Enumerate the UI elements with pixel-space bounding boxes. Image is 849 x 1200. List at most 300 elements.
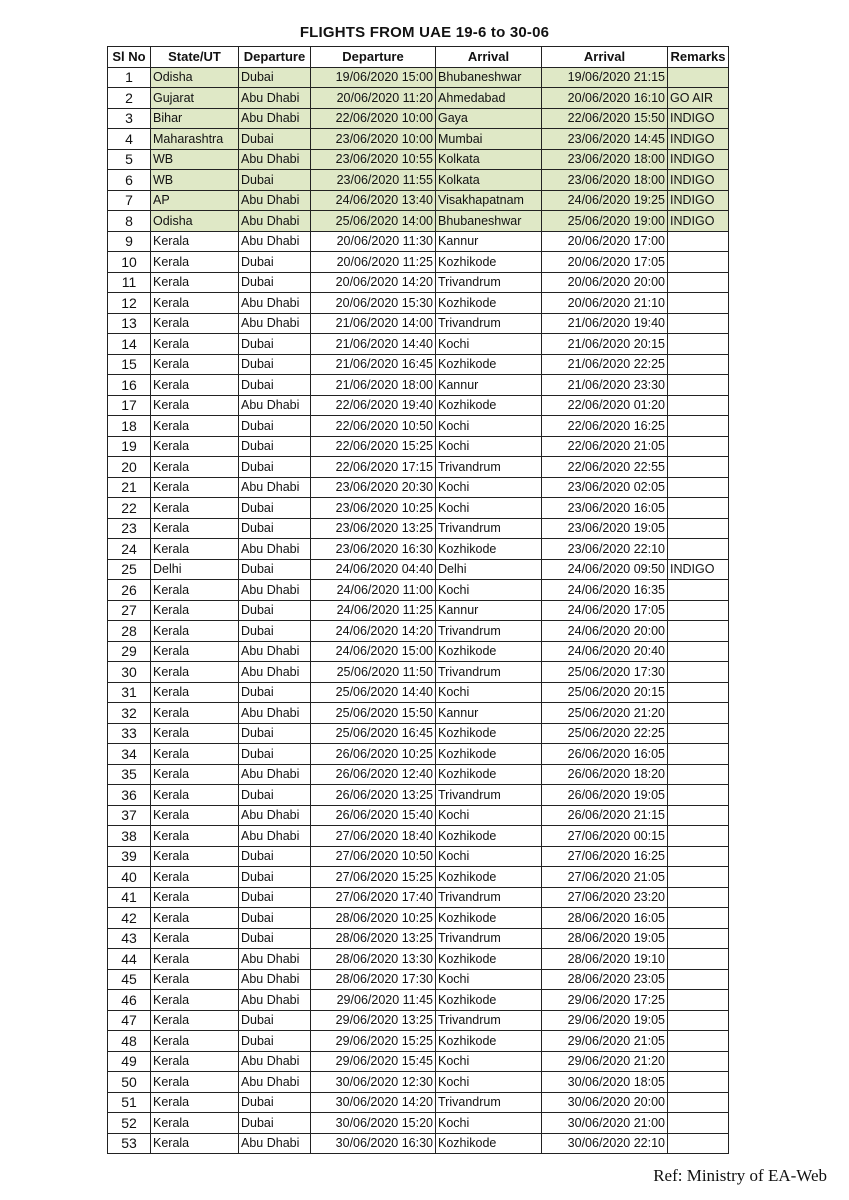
row-remarks bbox=[668, 867, 729, 888]
row-remarks bbox=[668, 1113, 729, 1134]
table-row bbox=[108, 867, 729, 888]
row-arrival-time: 21/06/2020 22:25 bbox=[542, 354, 668, 375]
row-sl-no: 11 bbox=[108, 272, 151, 293]
row-arrival-time: 23/06/2020 16:05 bbox=[542, 498, 668, 519]
row-state: Kerala bbox=[151, 949, 239, 970]
row-departure-city: Dubai bbox=[239, 908, 311, 929]
row-arrival-time: 25/06/2020 20:15 bbox=[542, 682, 668, 703]
table-row bbox=[108, 313, 729, 334]
table-row bbox=[108, 539, 729, 560]
table-row bbox=[108, 764, 729, 785]
row-departure-time: 23/06/2020 20:30 bbox=[311, 477, 436, 498]
row-arrival-city: Kozhikode bbox=[436, 293, 542, 314]
row-departure-time: 25/06/2020 15:50 bbox=[311, 703, 436, 724]
row-sl-no: 4 bbox=[108, 129, 151, 150]
row-arrival-time: 27/06/2020 23:20 bbox=[542, 887, 668, 908]
row-sl-no: 5 bbox=[108, 149, 151, 170]
row-sl-no: 6 bbox=[108, 170, 151, 191]
table-row bbox=[108, 108, 729, 129]
row-state: Kerala bbox=[151, 293, 239, 314]
table-row bbox=[108, 703, 729, 724]
row-departure-city: Abu Dhabi bbox=[239, 641, 311, 662]
row-remarks bbox=[668, 1133, 729, 1154]
row-sl-no: 13 bbox=[108, 313, 151, 334]
row-departure-city: Dubai bbox=[239, 723, 311, 744]
row-departure-city: Abu Dhabi bbox=[239, 1133, 311, 1154]
row-arrival-time: 28/06/2020 16:05 bbox=[542, 908, 668, 929]
row-arrival-city: Kochi bbox=[436, 805, 542, 826]
row-remarks bbox=[668, 785, 729, 806]
table-row bbox=[108, 334, 729, 355]
row-arrival-time: 30/06/2020 21:00 bbox=[542, 1113, 668, 1134]
row-arrival-city: Kochi bbox=[436, 580, 542, 601]
row-departure-time: 21/06/2020 18:00 bbox=[311, 375, 436, 396]
row-departure-time: 28/06/2020 10:25 bbox=[311, 908, 436, 929]
row-departure-time: 24/06/2020 11:25 bbox=[311, 600, 436, 621]
row-arrival-time: 22/06/2020 16:25 bbox=[542, 416, 668, 437]
row-departure-city: Dubai bbox=[239, 887, 311, 908]
table-row bbox=[108, 1113, 729, 1134]
row-state: Kerala bbox=[151, 662, 239, 683]
row-state: Kerala bbox=[151, 826, 239, 847]
table-row bbox=[108, 395, 729, 416]
row-sl-no: 26 bbox=[108, 580, 151, 601]
row-departure-time: 23/06/2020 11:55 bbox=[311, 170, 436, 191]
row-sl-no: 8 bbox=[108, 211, 151, 232]
row-remarks bbox=[668, 1072, 729, 1093]
row-sl-no: 51 bbox=[108, 1092, 151, 1113]
row-sl-no: 28 bbox=[108, 621, 151, 642]
table-row bbox=[108, 477, 729, 498]
row-departure-city: Dubai bbox=[239, 67, 311, 88]
row-arrival-time: 23/06/2020 14:45 bbox=[542, 129, 668, 150]
row-arrival-city: Trivandrum bbox=[436, 887, 542, 908]
row-arrival-city: Kochi bbox=[436, 1072, 542, 1093]
row-departure-city: Abu Dhabi bbox=[239, 539, 311, 560]
row-arrival-time: 20/06/2020 21:10 bbox=[542, 293, 668, 314]
row-arrival-city: Kozhikode bbox=[436, 826, 542, 847]
table-row bbox=[108, 1092, 729, 1113]
row-arrival-time: 21/06/2020 23:30 bbox=[542, 375, 668, 396]
row-departure-time: 19/06/2020 15:00 bbox=[311, 67, 436, 88]
row-arrival-city: Kochi bbox=[436, 334, 542, 355]
row-arrival-time: 26/06/2020 18:20 bbox=[542, 764, 668, 785]
row-departure-city: Dubai bbox=[239, 928, 311, 949]
row-remarks bbox=[668, 908, 729, 929]
row-state: Kerala bbox=[151, 354, 239, 375]
row-state: Kerala bbox=[151, 990, 239, 1011]
row-departure-time: 24/06/2020 15:00 bbox=[311, 641, 436, 662]
row-sl-no: 53 bbox=[108, 1133, 151, 1154]
row-departure-time: 21/06/2020 14:00 bbox=[311, 313, 436, 334]
row-state: Kerala bbox=[151, 539, 239, 560]
row-sl-no: 18 bbox=[108, 416, 151, 437]
row-sl-no: 46 bbox=[108, 990, 151, 1011]
table-body bbox=[108, 67, 729, 1154]
row-sl-no: 14 bbox=[108, 334, 151, 355]
row-remarks bbox=[668, 252, 729, 273]
row-departure-city: Dubai bbox=[239, 375, 311, 396]
row-arrival-city: Kozhikode bbox=[436, 395, 542, 416]
row-arrival-city: Kozhikode bbox=[436, 949, 542, 970]
table-row bbox=[108, 149, 729, 170]
table-row bbox=[108, 785, 729, 806]
row-state: Kerala bbox=[151, 703, 239, 724]
row-departure-time: 25/06/2020 11:50 bbox=[311, 662, 436, 683]
row-state: Kerala bbox=[151, 641, 239, 662]
row-arrival-time: 22/06/2020 21:05 bbox=[542, 436, 668, 457]
row-sl-no: 20 bbox=[108, 457, 151, 478]
row-departure-time: 27/06/2020 15:25 bbox=[311, 867, 436, 888]
row-departure-time: 27/06/2020 17:40 bbox=[311, 887, 436, 908]
row-departure-time: 23/06/2020 13:25 bbox=[311, 518, 436, 539]
row-departure-city: Abu Dhabi bbox=[239, 764, 311, 785]
row-departure-time: 22/06/2020 15:25 bbox=[311, 436, 436, 457]
row-departure-city: Dubai bbox=[239, 1010, 311, 1031]
row-arrival-time: 26/06/2020 21:15 bbox=[542, 805, 668, 826]
row-sl-no: 16 bbox=[108, 375, 151, 396]
row-departure-time: 30/06/2020 16:30 bbox=[311, 1133, 436, 1154]
row-sl-no: 32 bbox=[108, 703, 151, 724]
row-departure-city: Abu Dhabi bbox=[239, 231, 311, 252]
row-departure-city: Dubai bbox=[239, 682, 311, 703]
row-sl-no: 21 bbox=[108, 477, 151, 498]
row-departure-city: Abu Dhabi bbox=[239, 395, 311, 416]
row-departure-city: Dubai bbox=[239, 354, 311, 375]
table-row bbox=[108, 662, 729, 683]
row-state: Kerala bbox=[151, 1092, 239, 1113]
page-title: FLIGHTS FROM UAE 19-6 to 30-06 bbox=[299, 24, 550, 41]
row-arrival-city: Trivandrum bbox=[436, 662, 542, 683]
table-row bbox=[108, 846, 729, 867]
row-remarks bbox=[668, 477, 729, 498]
row-arrival-time: 30/06/2020 20:00 bbox=[542, 1092, 668, 1113]
row-state: Kerala bbox=[151, 580, 239, 601]
row-arrival-city: Kozhikode bbox=[436, 252, 542, 273]
row-state: Kerala bbox=[151, 457, 239, 478]
row-departure-time: 26/06/2020 13:25 bbox=[311, 785, 436, 806]
row-departure-city: Dubai bbox=[239, 272, 311, 293]
row-remarks bbox=[668, 272, 729, 293]
row-remarks bbox=[668, 744, 729, 765]
row-remarks bbox=[668, 600, 729, 621]
flights-table bbox=[107, 46, 729, 1154]
row-remarks bbox=[668, 498, 729, 519]
row-departure-city: Dubai bbox=[239, 559, 311, 580]
row-remarks bbox=[668, 641, 729, 662]
table-row bbox=[108, 641, 729, 662]
row-remarks: INDIGO bbox=[668, 108, 729, 129]
row-arrival-time: 23/06/2020 02:05 bbox=[542, 477, 668, 498]
table-row bbox=[108, 1133, 729, 1154]
row-arrival-city: Kannur bbox=[436, 375, 542, 396]
row-departure-time: 25/06/2020 16:45 bbox=[311, 723, 436, 744]
row-sl-no: 30 bbox=[108, 662, 151, 683]
row-sl-no: 48 bbox=[108, 1031, 151, 1052]
row-arrival-time: 21/06/2020 19:40 bbox=[542, 313, 668, 334]
row-state: Kerala bbox=[151, 1051, 239, 1072]
row-sl-no: 1 bbox=[108, 67, 151, 88]
row-departure-city: Dubai bbox=[239, 867, 311, 888]
row-departure-time: 30/06/2020 12:30 bbox=[311, 1072, 436, 1093]
row-departure-city: Dubai bbox=[239, 846, 311, 867]
row-arrival-city: Kozhikode bbox=[436, 354, 542, 375]
row-sl-no: 10 bbox=[108, 252, 151, 273]
column-header-departure-time: Departure bbox=[311, 47, 436, 68]
row-arrival-city: Trivandrum bbox=[436, 785, 542, 806]
table-row bbox=[108, 436, 729, 457]
row-state: Kerala bbox=[151, 846, 239, 867]
table-row bbox=[108, 231, 729, 252]
table-row bbox=[108, 559, 729, 580]
row-departure-time: 29/06/2020 15:45 bbox=[311, 1051, 436, 1072]
row-arrival-city: Mumbai bbox=[436, 129, 542, 150]
row-departure-time: 23/06/2020 16:30 bbox=[311, 539, 436, 560]
row-arrival-city: Kochi bbox=[436, 1113, 542, 1134]
table-row bbox=[108, 1072, 729, 1093]
row-remarks bbox=[668, 313, 729, 334]
row-remarks: INDIGO bbox=[668, 211, 729, 232]
row-arrival-time: 26/06/2020 16:05 bbox=[542, 744, 668, 765]
row-state: Kerala bbox=[151, 723, 239, 744]
reference-note: Ref: Ministry of EA-Web bbox=[653, 1166, 827, 1185]
row-remarks bbox=[668, 518, 729, 539]
row-departure-time: 24/06/2020 13:40 bbox=[311, 190, 436, 211]
table-row bbox=[108, 580, 729, 601]
row-remarks bbox=[668, 395, 729, 416]
row-state: Kerala bbox=[151, 1113, 239, 1134]
row-state: Kerala bbox=[151, 252, 239, 273]
row-remarks: INDIGO bbox=[668, 190, 729, 211]
row-remarks bbox=[668, 580, 729, 601]
row-arrival-time: 27/06/2020 16:25 bbox=[542, 846, 668, 867]
row-departure-city: Dubai bbox=[239, 334, 311, 355]
table-row bbox=[108, 990, 729, 1011]
row-arrival-city: Trivandrum bbox=[436, 518, 542, 539]
row-sl-no: 23 bbox=[108, 518, 151, 539]
row-state: Kerala bbox=[151, 969, 239, 990]
row-arrival-time: 27/06/2020 00:15 bbox=[542, 826, 668, 847]
row-departure-time: 28/06/2020 17:30 bbox=[311, 969, 436, 990]
row-arrival-city: Kozhikode bbox=[436, 764, 542, 785]
row-departure-time: 29/06/2020 15:25 bbox=[311, 1031, 436, 1052]
row-arrival-city: Kochi bbox=[436, 682, 542, 703]
row-departure-time: 27/06/2020 18:40 bbox=[311, 826, 436, 847]
row-sl-no: 22 bbox=[108, 498, 151, 519]
column-header-sl-no: Sl No bbox=[108, 47, 151, 68]
row-arrival-city: Trivandrum bbox=[436, 313, 542, 334]
row-departure-time: 27/06/2020 10:50 bbox=[311, 846, 436, 867]
row-arrival-city: Kozhikode bbox=[436, 641, 542, 662]
row-state: Kerala bbox=[151, 1133, 239, 1154]
row-state: Kerala bbox=[151, 867, 239, 888]
row-remarks: INDIGO bbox=[668, 149, 729, 170]
row-departure-city: Abu Dhabi bbox=[239, 108, 311, 129]
row-departure-city: Dubai bbox=[239, 785, 311, 806]
row-sl-no: 49 bbox=[108, 1051, 151, 1072]
table-row bbox=[108, 211, 729, 232]
row-arrival-time: 28/06/2020 19:10 bbox=[542, 949, 668, 970]
row-remarks bbox=[668, 416, 729, 437]
row-sl-no: 38 bbox=[108, 826, 151, 847]
row-arrival-time: 30/06/2020 18:05 bbox=[542, 1072, 668, 1093]
row-departure-time: 26/06/2020 15:40 bbox=[311, 805, 436, 826]
row-state: Kerala bbox=[151, 313, 239, 334]
row-sl-no: 36 bbox=[108, 785, 151, 806]
row-remarks bbox=[668, 67, 729, 88]
row-remarks bbox=[668, 231, 729, 252]
row-remarks bbox=[668, 703, 729, 724]
row-departure-time: 23/06/2020 10:55 bbox=[311, 149, 436, 170]
table-row bbox=[108, 170, 729, 191]
row-remarks bbox=[668, 723, 729, 744]
row-sl-no: 24 bbox=[108, 539, 151, 560]
row-departure-time: 21/06/2020 14:40 bbox=[311, 334, 436, 355]
row-arrival-city: Trivandrum bbox=[436, 457, 542, 478]
row-remarks: INDIGO bbox=[668, 559, 729, 580]
row-remarks bbox=[668, 826, 729, 847]
row-sl-no: 2 bbox=[108, 88, 151, 109]
row-state: Odisha bbox=[151, 211, 239, 232]
table-header-row bbox=[108, 47, 729, 68]
table-row bbox=[108, 416, 729, 437]
row-remarks bbox=[668, 949, 729, 970]
row-arrival-time: 22/06/2020 01:20 bbox=[542, 395, 668, 416]
row-arrival-city: Kozhikode bbox=[436, 1133, 542, 1154]
row-remarks bbox=[668, 682, 729, 703]
row-state: Kerala bbox=[151, 1031, 239, 1052]
row-sl-no: 47 bbox=[108, 1010, 151, 1031]
table-row bbox=[108, 887, 729, 908]
row-state: Kerala bbox=[151, 908, 239, 929]
row-departure-time: 20/06/2020 11:20 bbox=[311, 88, 436, 109]
row-remarks bbox=[668, 1051, 729, 1072]
row-sl-no: 39 bbox=[108, 846, 151, 867]
row-arrival-time: 21/06/2020 20:15 bbox=[542, 334, 668, 355]
row-departure-city: Abu Dhabi bbox=[239, 477, 311, 498]
row-remarks bbox=[668, 846, 729, 867]
row-departure-city: Abu Dhabi bbox=[239, 190, 311, 211]
row-state: Kerala bbox=[151, 416, 239, 437]
table-row bbox=[108, 969, 729, 990]
row-arrival-time: 24/06/2020 09:50 bbox=[542, 559, 668, 580]
row-departure-time: 22/06/2020 17:15 bbox=[311, 457, 436, 478]
row-departure-time: 28/06/2020 13:30 bbox=[311, 949, 436, 970]
table-row bbox=[108, 682, 729, 703]
row-sl-no: 50 bbox=[108, 1072, 151, 1093]
row-sl-no: 19 bbox=[108, 436, 151, 457]
table-row bbox=[108, 293, 729, 314]
row-arrival-time: 23/06/2020 18:00 bbox=[542, 149, 668, 170]
row-state: Kerala bbox=[151, 395, 239, 416]
row-remarks: INDIGO bbox=[668, 170, 729, 191]
row-arrival-city: Trivandrum bbox=[436, 928, 542, 949]
row-arrival-city: Kochi bbox=[436, 436, 542, 457]
row-departure-city: Abu Dhabi bbox=[239, 211, 311, 232]
row-arrival-time: 22/06/2020 22:55 bbox=[542, 457, 668, 478]
row-arrival-city: Ahmedabad bbox=[436, 88, 542, 109]
row-sl-no: 9 bbox=[108, 231, 151, 252]
row-departure-time: 20/06/2020 11:30 bbox=[311, 231, 436, 252]
row-sl-no: 52 bbox=[108, 1113, 151, 1134]
row-arrival-city: Kochi bbox=[436, 477, 542, 498]
row-departure-city: Dubai bbox=[239, 170, 311, 191]
row-sl-no: 43 bbox=[108, 928, 151, 949]
row-arrival-city: Bhubaneshwar bbox=[436, 211, 542, 232]
row-departure-time: 20/06/2020 11:25 bbox=[311, 252, 436, 273]
row-departure-time: 25/06/2020 14:00 bbox=[311, 211, 436, 232]
row-remarks bbox=[668, 1092, 729, 1113]
table-row bbox=[108, 744, 729, 765]
row-arrival-city: Kannur bbox=[436, 600, 542, 621]
row-arrival-time: 28/06/2020 19:05 bbox=[542, 928, 668, 949]
row-state: AP bbox=[151, 190, 239, 211]
row-arrival-time: 30/06/2020 22:10 bbox=[542, 1133, 668, 1154]
row-departure-city: Abu Dhabi bbox=[239, 1051, 311, 1072]
row-arrival-time: 24/06/2020 20:00 bbox=[542, 621, 668, 642]
row-sl-no: 34 bbox=[108, 744, 151, 765]
row-arrival-time: 28/06/2020 23:05 bbox=[542, 969, 668, 990]
table-row bbox=[108, 375, 729, 396]
row-remarks bbox=[668, 457, 729, 478]
row-state: Maharashtra bbox=[151, 129, 239, 150]
table-row bbox=[108, 67, 729, 88]
row-departure-city: Dubai bbox=[239, 518, 311, 539]
row-arrival-city: Kolkata bbox=[436, 149, 542, 170]
row-arrival-city: Trivandrum bbox=[436, 621, 542, 642]
row-departure-city: Abu Dhabi bbox=[239, 805, 311, 826]
row-sl-no: 31 bbox=[108, 682, 151, 703]
row-arrival-city: Kochi bbox=[436, 846, 542, 867]
table-row bbox=[108, 129, 729, 150]
row-state: WB bbox=[151, 170, 239, 191]
table-row bbox=[108, 518, 729, 539]
row-arrival-city: Gaya bbox=[436, 108, 542, 129]
row-departure-city: Abu Dhabi bbox=[239, 313, 311, 334]
row-sl-no: 29 bbox=[108, 641, 151, 662]
row-departure-time: 30/06/2020 14:20 bbox=[311, 1092, 436, 1113]
row-arrival-time: 19/06/2020 21:15 bbox=[542, 67, 668, 88]
table-row bbox=[108, 354, 729, 375]
row-arrival-time: 24/06/2020 16:35 bbox=[542, 580, 668, 601]
row-remarks bbox=[668, 1031, 729, 1052]
row-departure-time: 21/06/2020 16:45 bbox=[311, 354, 436, 375]
row-departure-time: 25/06/2020 14:40 bbox=[311, 682, 436, 703]
row-remarks bbox=[668, 354, 729, 375]
column-header-remarks: Remarks bbox=[668, 47, 729, 68]
row-arrival-city: Trivandrum bbox=[436, 1010, 542, 1031]
row-arrival-city: Kannur bbox=[436, 231, 542, 252]
row-departure-time: 20/06/2020 14:20 bbox=[311, 272, 436, 293]
row-arrival-time: 23/06/2020 19:05 bbox=[542, 518, 668, 539]
row-departure-city: Dubai bbox=[239, 252, 311, 273]
row-departure-city: Dubai bbox=[239, 1113, 311, 1134]
row-arrival-time: 29/06/2020 21:05 bbox=[542, 1031, 668, 1052]
row-sl-no: 25 bbox=[108, 559, 151, 580]
row-departure-time: 22/06/2020 10:50 bbox=[311, 416, 436, 437]
column-header-arrival-city: Arrival bbox=[436, 47, 542, 68]
row-arrival-city: Kozhikode bbox=[436, 539, 542, 560]
row-departure-time: 29/06/2020 11:45 bbox=[311, 990, 436, 1011]
table-row bbox=[108, 252, 729, 273]
row-sl-no: 33 bbox=[108, 723, 151, 744]
row-state: Kerala bbox=[151, 785, 239, 806]
row-arrival-time: 23/06/2020 22:10 bbox=[542, 539, 668, 560]
row-departure-city: Abu Dhabi bbox=[239, 1072, 311, 1093]
row-arrival-time: 25/06/2020 17:30 bbox=[542, 662, 668, 683]
row-remarks bbox=[668, 334, 729, 355]
row-state: Kerala bbox=[151, 682, 239, 703]
